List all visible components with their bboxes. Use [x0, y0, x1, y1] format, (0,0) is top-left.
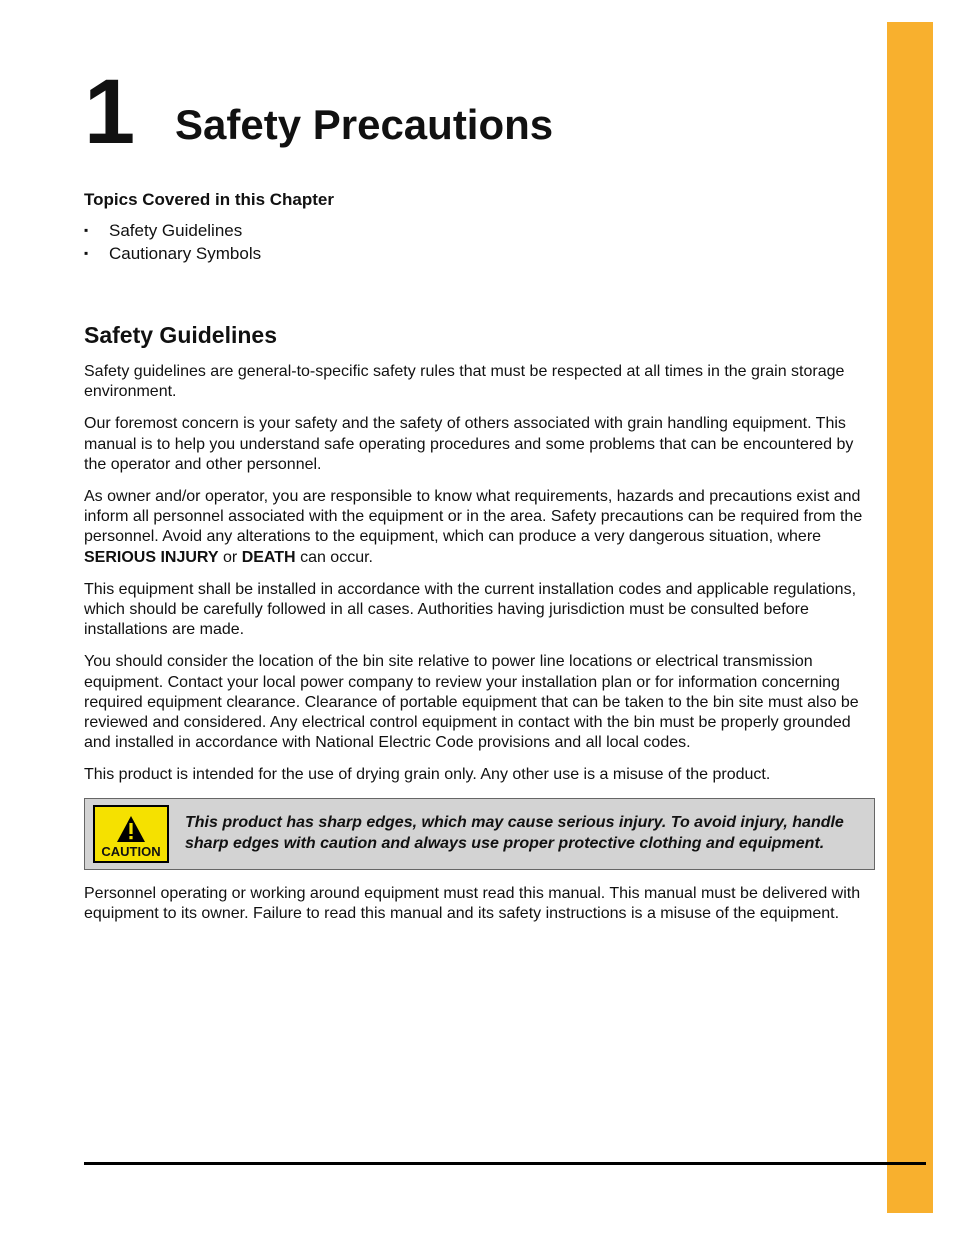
topics-heading: Topics Covered in this Chapter [84, 190, 335, 209]
paragraph: This product is intended for the use of drying grain only. Any other use is a misuse of the product. [84, 766, 771, 784]
chapter-header [84, 62, 874, 162]
chapter-number: 1 [84, 61, 136, 163]
paragraph: Safety guidelines are general-to-specific safety rules that must be respected at all times in the grain storage environment. [84, 363, 845, 401]
warning-triangle-icon [116, 815, 146, 843]
caution-box [84, 798, 875, 870]
bullet-icon: ▪ [84, 223, 89, 237]
caution-sign [93, 805, 169, 863]
topic-label: Cautionary Symbols [109, 244, 262, 263]
topics-list [84, 219, 874, 265]
safety-guidelines-section [84, 320, 876, 936]
paragraph-text: As owner and/or operator, you are responsible to know what requirements, hazards and precautions exist and inform all personnel associated with the equipment or in the area. Safety precautions can be required from the personnel. Avoid any alterations to the equipment, which can produce a very dangerous situation, where [84, 488, 863, 546]
list-item [84, 219, 874, 242]
paragraph: Personnel operating or working around equipment must read this manual. This manual must be delivered with equipment to its owner. Failure to read this manual and its safety instructions is a misuse of the equipment. [84, 884, 861, 922]
paragraph: This equipment shall be installed in accordance with the current installation codes and applicable regulations, which should be carefully followed in all cases. Authorities having jurisdiction must be consulted before installations are made. [84, 580, 857, 639]
section-heading: Safety Guidelines [84, 322, 278, 348]
bullet-icon: ▪ [84, 246, 89, 260]
paragraph: You should consider the location of the bin site relative to power line locations or electrical transmission equipment. Contact your local power company to review your installation plan or for information concerning required equipment clearance. Clearance of portable equipment that can be taken to the bin site must also be reviewed and considered. Any electrical control equipment in contact with the bin must be properly grounded and installed in accordance with National Electric Code provisions and all local codes. [84, 653, 859, 752]
paragraph-tail: can occur. [300, 548, 373, 566]
caution-text: This product has sharp edges, which may cause serious injury. To avoid injury, handle sharp edges with caution and always use proper protective clothing and equipment. [185, 814, 844, 852]
topics-covered [84, 189, 874, 265]
chapter-title: Safety Precautions [175, 101, 554, 148]
death-emphasis: DEATH [241, 548, 296, 566]
paragraph [84, 487, 876, 568]
connector-text: or [223, 548, 238, 566]
footer-rule [84, 1162, 926, 1165]
paragraph: Our foremost concern is your safety and the safety of others associated with grain handling equipment. This manual is to help you understand safe operating procedures and some problems that can be encountered by the operator and other personnel. [84, 415, 854, 473]
caution-label: CAUTION [101, 843, 161, 859]
topic-label: Safety Guidelines [109, 221, 243, 240]
serious-injury-emphasis: SERIOUS INJURY [84, 548, 219, 566]
list-item [84, 242, 874, 265]
chapter-side-tab [887, 22, 933, 1213]
